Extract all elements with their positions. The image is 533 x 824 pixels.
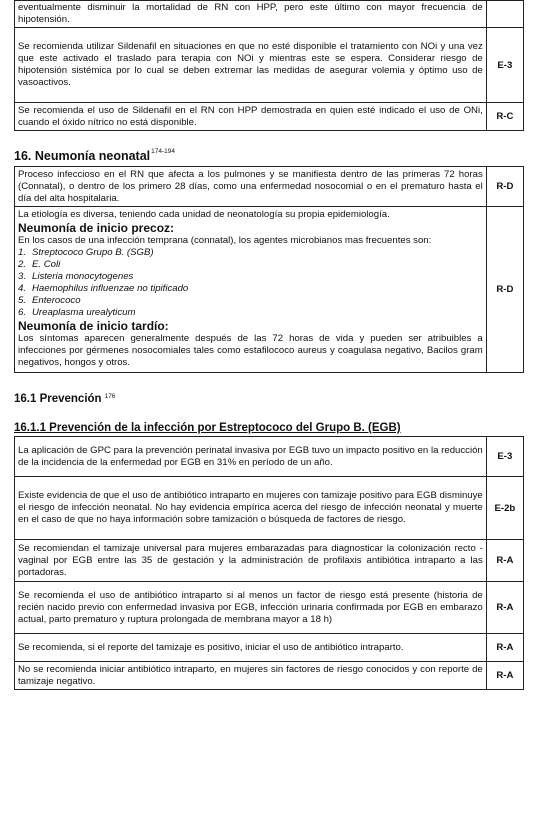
recommendation-text: Se recomienda el uso de Sildenafil en el RN con HPP demostrada en quien esté indicado el uso de ONi, cuando el óxido nítrico no está disponible. bbox=[15, 103, 487, 131]
subsection-heading bbox=[14, 393, 524, 405]
evidence-grade: R-A bbox=[486, 540, 523, 582]
recommendation-table-top bbox=[14, 0, 524, 131]
section-title: 16. Neumonía neonatal bbox=[14, 149, 151, 163]
evidence-grade: E-2b bbox=[486, 477, 523, 540]
table-row bbox=[15, 103, 524, 131]
table-row bbox=[15, 582, 524, 634]
table-row bbox=[15, 167, 524, 207]
evidence-grade: R-A bbox=[486, 582, 523, 634]
etiology-cell bbox=[15, 207, 487, 373]
evidence-grade: R-A bbox=[486, 634, 523, 662]
evidence-grade: E-3 bbox=[486, 437, 523, 477]
evidence-grade bbox=[486, 1, 523, 28]
recommendation-table-1611 bbox=[14, 436, 524, 690]
recommendation-table-16 bbox=[14, 166, 524, 373]
recommendation-text: Existe evidencia de que el uso de antibiótico intraparto en mujeres con tamizaje positivo para EGB disminuye el riesgo de infección neonatal. No hay evidencia empírica acerca del riesgo de infección neonatal y muerte en el caso de que no haya información sobre tamización o búsqueda de factores de riesgo. bbox=[15, 477, 487, 540]
table-row bbox=[15, 540, 524, 582]
table-row bbox=[15, 634, 524, 662]
section-heading bbox=[14, 149, 524, 163]
recommendation-text: Se recomienda, si el reporte del tamizaje es positivo, iniciar el uso de antibiótico intraparto. bbox=[15, 634, 487, 662]
list-item: 5. Enterococo bbox=[18, 295, 81, 306]
recommendation-text: No se recomienda iniciar antibiótico intraparto, en mujeres sin factores de riesgo conocidos y con reporte de tamizaje negativo. bbox=[15, 662, 487, 690]
evidence-grade: R-D bbox=[486, 207, 523, 373]
list-item: 2. E. Coli bbox=[18, 259, 61, 270]
early-onset-text: En los casos de una infección temprana (connatal), los agentes microbianos mas frecuentes son: bbox=[18, 235, 432, 246]
evidence-grade: R-A bbox=[486, 662, 523, 690]
recommendation-text: Se recomienda el uso de antibiótico intraparto si al menos un factor de riesgo está presente (historia de recién nacido previo con enfermedad invasiva por EGB, infección urinaria confirmada por EGB en embarazo actual, parto prematuro y ruptura prolongada de membrana mayor a 18 h) bbox=[15, 582, 487, 634]
subsection-title: 16.1 Prevención bbox=[14, 393, 102, 405]
evidence-grade: R-D bbox=[486, 167, 523, 207]
list-item: 6. Ureaplasma urealyticum bbox=[18, 307, 136, 318]
early-onset-title: Neumonía de inicio precoz: bbox=[18, 221, 175, 235]
evidence-grade: R-C bbox=[486, 103, 523, 131]
reference-superscript: 176 bbox=[104, 393, 116, 400]
recommendation-text: Proceso infeccioso en el RN que afecta a los pulmones y se manifiesta dentro de las primeras 72 horas (Connatal), o dentro de los primero 28 días, como una enfermedad nosocomial o en el prematuro hasta el día del alta hospitalaria. bbox=[15, 167, 487, 207]
late-onset-text: Los síntomas aparecen generalmente después de las 72 horas de vida y pueden ser atribuibles a infecciones por gérmenes nosocomiales tales como estafilococo aureus y coagulasa negativo, Bacilos gram negativos, hongos y otros. bbox=[18, 333, 483, 368]
document-page bbox=[14, 0, 524, 690]
subsubsection-heading: 16.1.1 Prevención de la infección por Estreptococo del Grupo B. (EGB) bbox=[14, 422, 401, 434]
organism-list bbox=[18, 247, 483, 319]
list-item: 3. Listeria monocytogenes bbox=[18, 271, 134, 282]
table-row bbox=[15, 437, 524, 477]
evidence-grade: E-3 bbox=[486, 28, 523, 103]
recommendation-text: eventualmente disminuir la mortalidad de RN con HPP, pero este último con mayor frecuencia de hipotensión. bbox=[15, 1, 487, 28]
table-row bbox=[15, 207, 524, 373]
recommendation-text: La aplicación de GPC para la prevención perinatal invasiva por EGB tuvo un impacto positivo en la reducción de la incidencia de la enfermedad por EGB en 31% en período de un año. bbox=[15, 437, 487, 477]
table-row bbox=[15, 28, 524, 103]
list-item: 1. Streptococo Grupo B. (SGB) bbox=[18, 247, 154, 258]
reference-superscript: 174-194 bbox=[151, 148, 176, 155]
recommendation-text: Se recomiendan el tamizaje universal para mujeres embarazadas para diagnosticar la colonización recto - vaginal por EGB entre las 35 de gestación y la administración de profilaxis antibiótica intraparto a las portadoras. bbox=[15, 540, 487, 582]
table-row bbox=[15, 662, 524, 690]
table-row bbox=[15, 477, 524, 540]
table-row bbox=[15, 1, 524, 28]
list-item: 4. Haemophilus influenzae no tipificado bbox=[18, 283, 189, 294]
late-onset-title: Neumonía de inicio tardío: bbox=[18, 319, 169, 333]
recommendation-text: Se recomienda utilizar Sildenafil en situaciones en que no esté disponible el tratamiento con NOi y una vez que este activado el traslado para terapia con NOi y mientras este se espera. Considerar riesgo de hipotensión sistémica por lo cual se deben extremar las medidas de asegurar volemia y óptimo uso de vasoactivos. bbox=[15, 28, 487, 103]
etiology-intro: La etiología es diversa, teniendo cada unidad de neonatología su propia epidemiología. bbox=[18, 209, 390, 220]
